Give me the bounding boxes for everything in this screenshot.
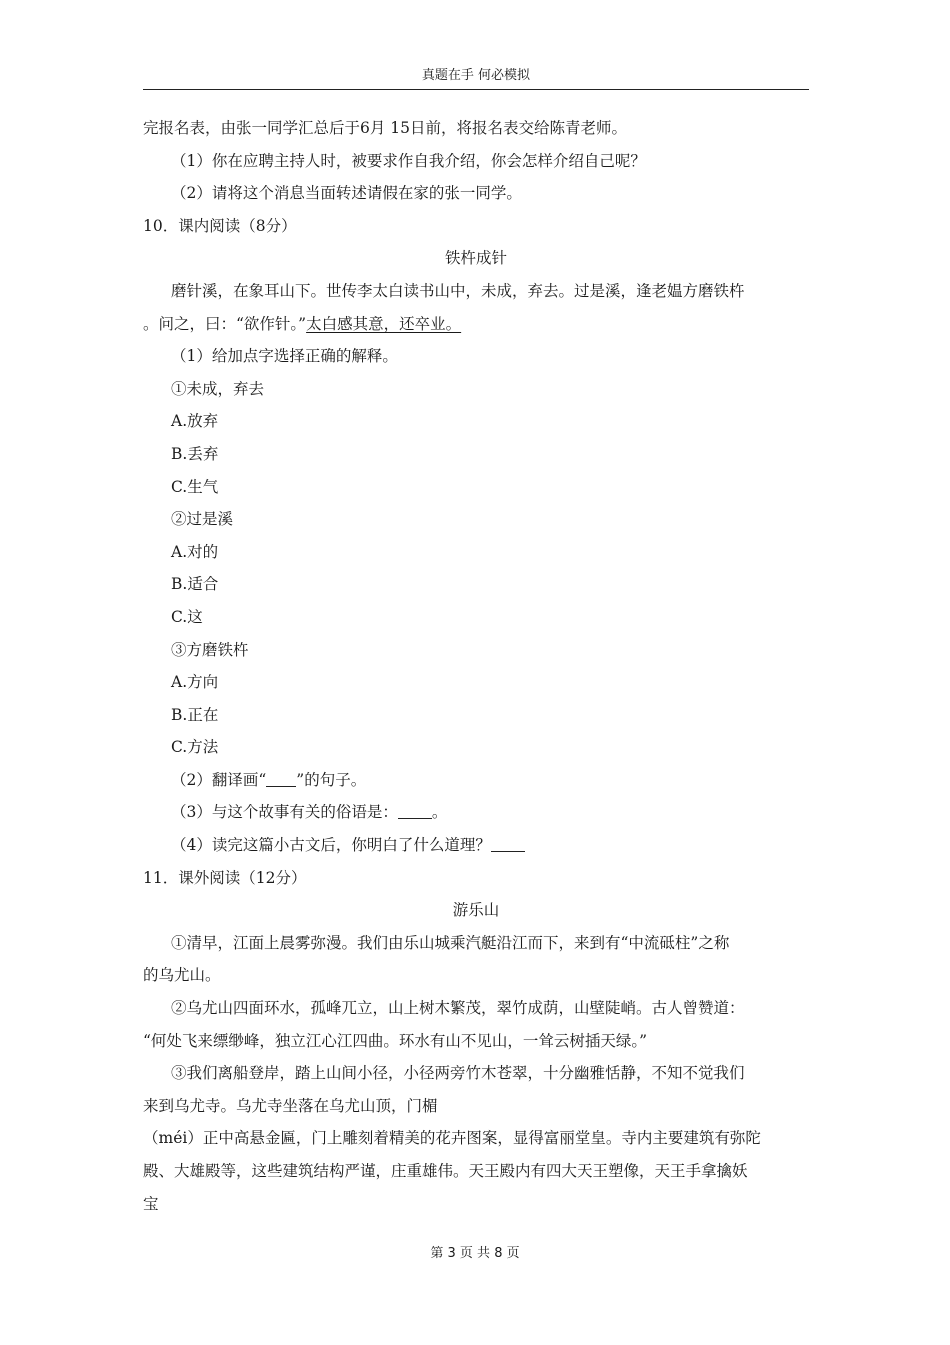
answer-blank[interactable] <box>491 833 525 852</box>
page-number: 第 3 页 共 8 页 <box>430 1246 520 1261</box>
question-heading-11: 11．课外阅读（12分） <box>143 868 307 887</box>
question-item <box>143 829 809 862</box>
underlined-sentence: 太白感其意，还卒业。 <box>306 314 462 333</box>
question-item: （1）给加点字选择正确的解释。 <box>171 347 398 366</box>
sub-question: ①未成，弃去 <box>171 379 265 398</box>
option: C.这 <box>171 607 203 626</box>
question-text: （3）与这个故事有关的俗语是： <box>171 803 398 822</box>
question-text: （4）读完这篇小古文后，你明白了什么道理？ <box>171 836 491 855</box>
option: A.对的 <box>171 542 219 561</box>
option: B.丢弃 <box>171 444 219 463</box>
question-item <box>143 796 809 829</box>
passage-line: ②乌尤山四面环水，孤峰兀立，山上树木繁茂，翠竹成荫，山壁陡峭。古人曾赞道： <box>171 999 745 1018</box>
option: B.正在 <box>171 705 219 724</box>
question-text: （2）翻译画“ <box>171 770 267 789</box>
page-footer <box>0 1242 950 1261</box>
passage-line: 磨针溪，在象耳山下。世传李太白读书山中，未成，弃去。过是溪，逢老媪方磨铁杵 <box>171 281 745 300</box>
text-line: 完报名表，由张一同学汇总后于6月 15日前，将报名表交给陈青老师。 <box>143 119 628 137</box>
option: C.方法 <box>171 738 219 757</box>
passage-line: 来到乌尤寺。乌尤寺坐落在乌尤山顶，门楣 <box>143 1096 438 1115</box>
passage-line: 殿、大雄殿等，这些建筑结构严谨，庄重雄伟。天王殿内有四大天王塑像，天王手拿擒妖 <box>143 1162 748 1180</box>
option: A.放弃 <box>171 412 219 431</box>
passage-line: ③我们离船登岸，踏上山间小径，小径两旁竹木苍翠，十分幽雅恬静，不知不觉我们 <box>171 1064 745 1083</box>
sub-question: ③方磨铁杵 <box>171 640 249 659</box>
answer-blank[interactable] <box>398 800 432 819</box>
document-body <box>143 112 809 1220</box>
passage-line: “何处飞来缥缈峰，独立江心江四曲。环水有山不见山，一耸云树插天绿。” <box>143 1031 648 1050</box>
sub-question: ②过是溪 <box>171 510 234 529</box>
question-heading-10: 10．课内阅读（8分） <box>143 216 297 235</box>
question-item: （1）你在应聘主持人时，被要求作自我介绍，你会怎样介绍自己呢？ <box>171 151 646 170</box>
question-item: （2）请将这个消息当面转述请假在家的张一同学。 <box>171 184 522 203</box>
question-text: 。 <box>431 803 448 822</box>
question-item <box>143 764 809 797</box>
option: A.方向 <box>171 673 219 692</box>
option: B.适合 <box>171 575 219 594</box>
passage-line: ①清早，江面上晨雾弥漫。我们由乐山城乘汽艇沿江而下，来到有“中流砥柱”之称 <box>171 933 730 952</box>
option: C.生气 <box>171 477 219 496</box>
passage-line: 的乌尤山。 <box>143 966 221 985</box>
underline-mark <box>266 768 296 787</box>
passage-line <box>143 308 809 341</box>
header-title: 真题在手 何必模拟 <box>421 68 531 83</box>
page-header <box>143 62 809 90</box>
passage-line: 宝 <box>143 1194 159 1213</box>
passage-title-10: 铁杵成针 <box>444 249 507 268</box>
passage-text: 。问之，曰：“欲作针。” <box>143 314 307 333</box>
passage-title-11: 游乐山 <box>452 901 500 920</box>
question-text: ”的句子。 <box>296 770 367 789</box>
passage-line: （méi）正中高悬金匾，门上雕刻着精美的花卉图案，显得富丽堂皇。寺内主要建筑有弥陀 <box>143 1129 761 1148</box>
